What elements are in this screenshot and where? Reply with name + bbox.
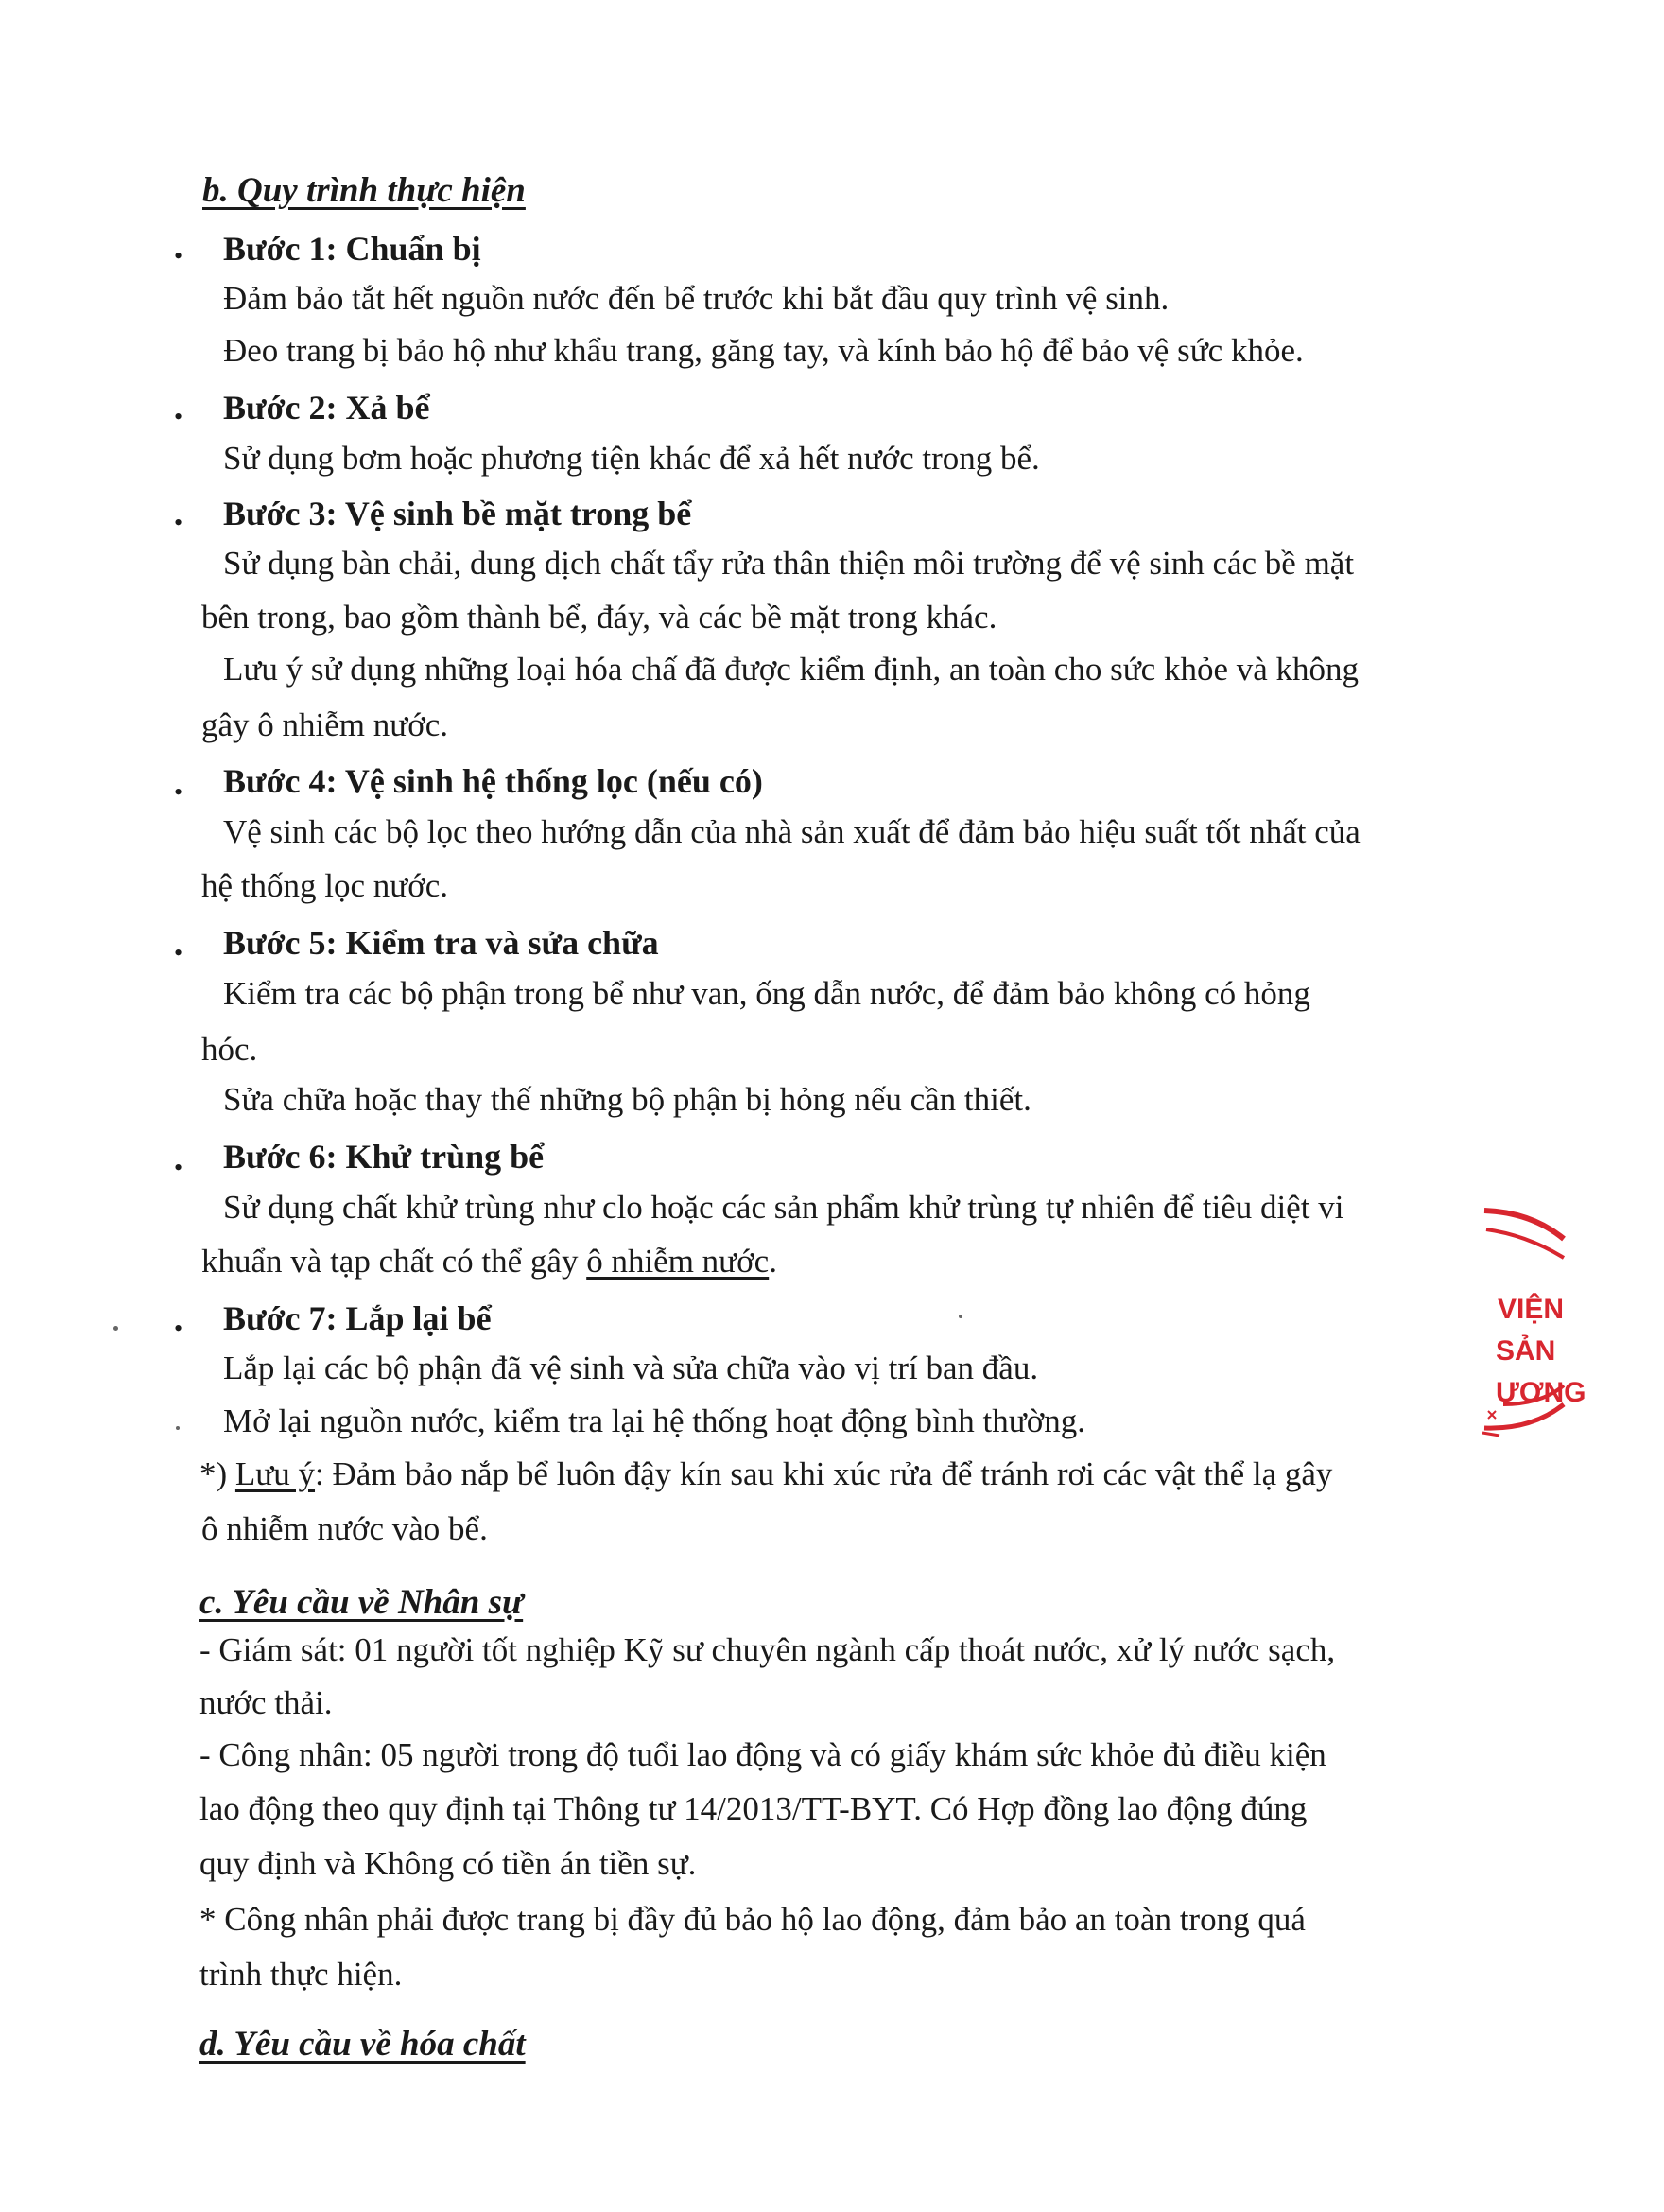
step-5-title: Bước 5: Kiểm tra và sửa chữa [223, 924, 659, 962]
note-line-2: ô nhiễm nước vào bể. [201, 1510, 488, 1547]
stamp-text-2: SẢN [1496, 1335, 1556, 1367]
step-7-line-1: Lắp lại các bộ phận đã vệ sinh và sửa chữa vào vị trí ban đầu. [223, 1350, 1039, 1386]
step-2-line-1: Sử dụng bơm hoặc phương tiện khác để xả hết nước trong bể. [223, 440, 1040, 477]
section-heading-c: c. Yêu cầu về Nhân sự [199, 1583, 524, 1622]
step-3-line-4: gây ô nhiễm nước. [201, 706, 449, 743]
scan-speck [113, 1326, 118, 1331]
step-1-line-2: Đeo trang bị bảo hộ như khẩu trang, găng tay, và kính bảo hộ để bảo vệ sức khỏe. [223, 332, 1304, 369]
step-3-line-2: bên trong, bao gồm thành bể, đáy, và các bề mặt trong khác. [201, 599, 997, 636]
step-3-line-3: Lưu ý sử dụng những loại hóa chấ đã được kiểm định, an toàn cho sức khỏe và không [223, 651, 1360, 688]
step-7-title: Bước 7: Lắp lại bể [223, 1299, 492, 1337]
step-3-line-1: Sử dụng bàn chải, dung dịch chất tẩy rửa thân thiện môi trường để vệ sinh các bề mặt [223, 545, 1355, 582]
bullet: • [174, 242, 183, 270]
step-6-line-2-text: khuẩn và tạp chất có thể gây [201, 1243, 579, 1280]
section-heading-b: b. Quy trình thực hiện [202, 171, 526, 210]
step-6-period: . [769, 1243, 777, 1280]
bullet: • [174, 509, 183, 536]
step-3-title: Bước 3: Vệ sinh bề mặt trong bể [223, 495, 692, 532]
bullet: • [174, 939, 183, 967]
bullet: • [174, 778, 183, 806]
step-5-line-3: Sửa chữa hoặc thay thế những bộ phận bị hỏng nếu cần thiết. [223, 1081, 1031, 1118]
step-4-line-1: Vệ sinh các bộ lọc theo hướng dẫn của nhà sản xuất để đảm bảo hiệu suất tốt nhất của [223, 813, 1361, 850]
personnel-line-1: - Giám sát: 01 người tốt nghiệp Kỹ sư chuyên ngành cấp thoát nước, xử lý nước sạch, [199, 1631, 1336, 1668]
personnel-line-7: trình thực hiện. [199, 1956, 403, 1993]
step-4-line-2: hệ thống lọc nước. [201, 867, 449, 904]
personnel-line-2: nước thải. [199, 1684, 333, 1721]
step-6-title: Bước 6: Khử trùng bể [223, 1138, 545, 1176]
step-6-line-2 [201, 1243, 777, 1280]
step-6-line-1: Sử dụng chất khử trùng như clo hoặc các sản phẩm khử trùng tự nhiên để tiêu diệt vi [223, 1189, 1344, 1226]
personnel-line-6: * Công nhân phải được trang bị đầy đủ bảo hộ lao động, đảm bảo an toàn trong quá [199, 1901, 1306, 1938]
note-text: : Đảm bảo nắp bể luôn đậy kín sau khi xúc rửa để tránh rơi các vật thể lạ gây [315, 1455, 1333, 1492]
step-2-title: Bước 2: Xả bể [223, 389, 430, 427]
bullet: • [174, 403, 183, 430]
step-5-line-1: Kiểm tra các bộ phận trong bể như van, ống dẫn nước, để đảm bảo không có hỏng [223, 975, 1310, 1012]
step-1-title: Bước 1: Chuẩn bị [223, 230, 481, 268]
stamp-text-1: VIỆN [1498, 1294, 1565, 1325]
step-6-underlined-term: ô nhiễm nước [586, 1243, 770, 1280]
personnel-line-5: quy định và Không có tiền án tiền sự. [199, 1845, 697, 1882]
scan-speck [959, 1315, 962, 1318]
personnel-line-4: lao động theo quy định tại Thông tư 14/2013/TT-BYT. Có Hợp đồng lao động đúng [199, 1790, 1308, 1827]
section-heading-d: d. Yêu cầu về hóa chất [199, 2025, 526, 2064]
scan-speck [176, 1426, 180, 1430]
note-line-1 [199, 1455, 1332, 1493]
note-prefix: *) [199, 1455, 235, 1492]
bullet: • [174, 1315, 183, 1342]
step-1-line-1: Đảm bảo tắt hết nguồn nước đến bể trước khi bắt đầu quy trình vệ sinh. [223, 280, 1170, 317]
stamp-text-3: ƯƠNG [1496, 1377, 1586, 1408]
red-stamp [1475, 1201, 1664, 1504]
step-5-line-2: hóc. [201, 1031, 258, 1068]
personnel-line-3: - Công nhân: 05 người trong độ tuổi lao động và có giấy khám sức khỏe đủ điều kiện [199, 1736, 1326, 1773]
step-7-line-2: Mở lại nguồn nước, kiểm tra lại hệ thống hoạt động bình thường. [223, 1402, 1085, 1439]
bullet: • [174, 1154, 183, 1181]
step-4-title: Bước 4: Vệ sinh hệ thống lọc (nếu có) [223, 762, 763, 800]
note-label: Lưu ý [234, 1455, 316, 1492]
